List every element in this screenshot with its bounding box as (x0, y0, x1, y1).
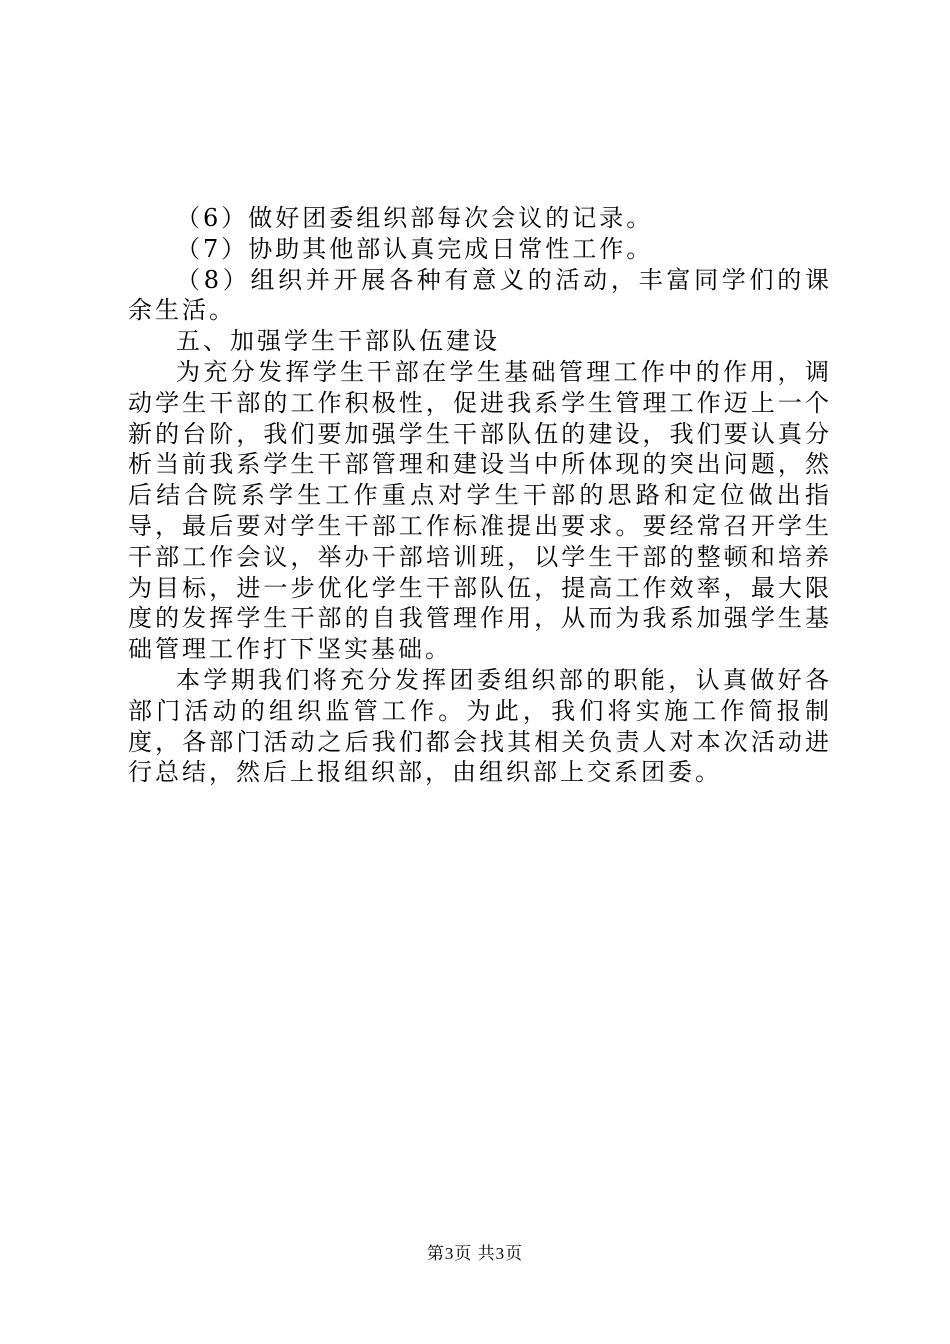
document-body (128, 203, 832, 788)
list-item-7: （7）协助其他部认真完成日常性工作。 (176, 234, 654, 263)
closing-paragraph: 本学期我们将充分发挥团委组织部的职能，认真做好各部门活动的组织监管工作。为此，我们将实施工作简报制度，各部门活动之后我们都会找其相关负责人对本次活动进行总结，然后上报组织部，由组织部上交系团委。 (128, 665, 832, 787)
list-item-6: （6）做好团委组织部每次会议的记录。 (176, 204, 654, 232)
section-heading: 五、加强学生干部队伍建设 (176, 327, 500, 356)
list-item-8: （8）组织并开展各种有意义的活动，丰富同学们的课余生活。 (128, 265, 832, 325)
section-paragraph: 为充分发挥学生干部在学生基础管理工作中的作用，调动学生干部的工作积极性，促进我系学生管理工作迈上一个新的台阶，我们要加强学生干部队伍的建设，我们要认真分析当前我系学生干部管理和建设当中所体现的突出问题，然后结合院系学生工作重点对学生干部的思路和定位做出指导，最后要对学生干部工作标准提出要求。要经常召开学生干部工作会议，举办干部培训班，以学生干部的整顿和培养为目标，进一步优化学生干部队伍，提高工作效率，最大限度的发挥学生干部的自我管理作用，从而为我系加强学生基础管理工作打下坚实基础。 (128, 357, 832, 664)
page-number-footer: 第3页 共3页 (426, 1244, 524, 1263)
